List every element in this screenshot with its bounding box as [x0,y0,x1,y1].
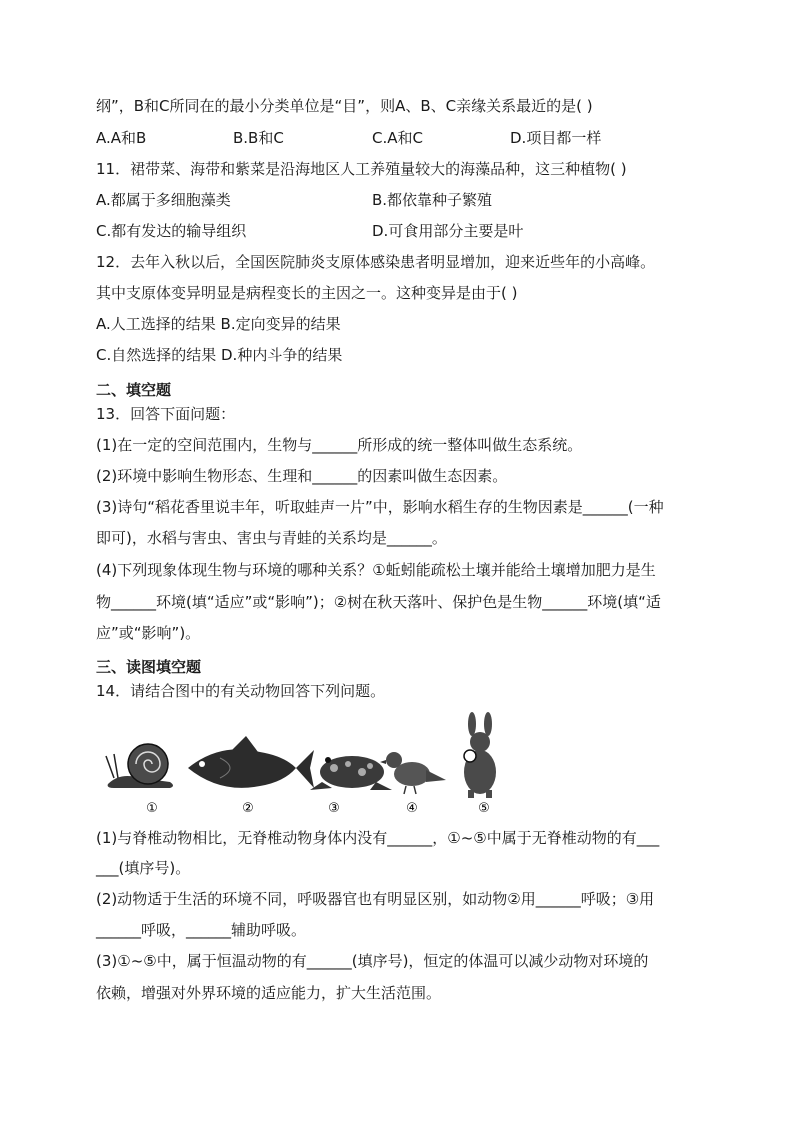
q13-part4-line2: 物______环境(填“适应”或“影响”)；②树在秋天落叶、保护色是生物______环境(填“适 [96,593,661,611]
fish-icon [188,736,314,788]
q11-option-d: D.可食用部分主要是叶 [372,222,524,240]
q10-option-d: D.项目都一样 [510,129,602,147]
q10-option-c: C.A和C [372,129,423,147]
q11-stem: 11．裙带菜、海带和紫菜是沿海地区人工养殖量较大的海藻品种，这三种植物( ) [96,160,627,178]
q10-option-a: A.A和B [96,129,147,147]
q13-part3-line2: 即可)，水稻与害虫、害虫与青蛙的关系均是______。 [96,529,447,547]
figure-label-2: ② [242,801,254,816]
rabbit-icon [464,712,496,798]
q12-options-cd: C.自然选择的结果 D.种内斗争的结果 [96,346,343,364]
q13-part2: (2)环境中影响生物形态、生理和______的因素叫做生态因素。 [96,467,508,485]
snail-icon [106,744,173,788]
q12-stem-line1: 12．去年入秋以后，全国医院肺炎支原体感染患者明显增加，迎来近些年的小高峰。 [96,253,656,271]
section-figure-title: 三、读图填空题 [96,658,202,676]
animals-figure [100,712,520,816]
q12-options-ab: A.人工选择的结果 B.定向变异的结果 [96,315,341,333]
q14-part2-line2: ______呼吸，______辅助呼吸。 [96,921,307,939]
q13-part4-line3: 应”或“影响”)。 [96,624,201,642]
figure-label-1: ① [146,801,158,816]
q14-part1-line1: (1)与脊椎动物相比，无脊椎动物身体内没有______，①~⑤中属于无脊椎动物的有___ [96,829,660,847]
q12-stem-line2: 其中支原体变异明显是病程变长的主因之一。这种变异是由于( ) [96,284,518,302]
q10-stem-tail: 纲”，B和C所同在的最小分类单位是“目”，则A、B、C亲缘关系最近的是( ) [96,97,593,115]
q14-part3-line2: 依赖，增强对外界环境的适应能力，扩大生活范围。 [96,984,442,1002]
q13-part3-line1: (3)诗句“稻花香里说丰年，听取蛙声一片”中，影响水稻生存的生物因素是______(一种 [96,498,664,516]
q11-option-c: C.都有发达的输导组织 [96,222,247,240]
q14-part3-line1: (3)①~⑤中，属于恒温动物的有______(填序号)，恒定的体温可以减少动物对环境的 [96,952,649,970]
q14-part2-line1: (2)动物适于生活的环境不同，呼吸器官也有明显区别，如动物②用______呼吸；③用 [96,890,655,908]
frog-icon [310,756,392,790]
q14-stem: 14．请结合图中的有关动物回答下列问题。 [96,682,386,700]
q13-part1: (1)在一定的空间范围内，生物与______所形成的统一整体叫做生态系统。 [96,436,583,454]
pigeon-icon [380,752,446,794]
figure-label-4: ④ [406,801,418,816]
section-fill-in-title: 二、填空题 [96,381,172,399]
q13-stem: 13．回答下面问题： [96,405,236,423]
q11-option-b: B.都依靠种子繁殖 [372,191,493,209]
q14-part1-line2: ___(填序号)。 [96,859,191,877]
figure-label-5: ⑤ [478,801,490,816]
q13-part4-line1: (4)下列现象体现生物与环境的哪种关系？①蚯蚓能疏松土壤并能给土壤增加肥力是生 [96,561,656,579]
q11-option-a: A.都属于多细胞藻类 [96,191,231,209]
q10-option-b: B.B和C [233,129,284,147]
figure-label-3: ③ [328,801,340,816]
